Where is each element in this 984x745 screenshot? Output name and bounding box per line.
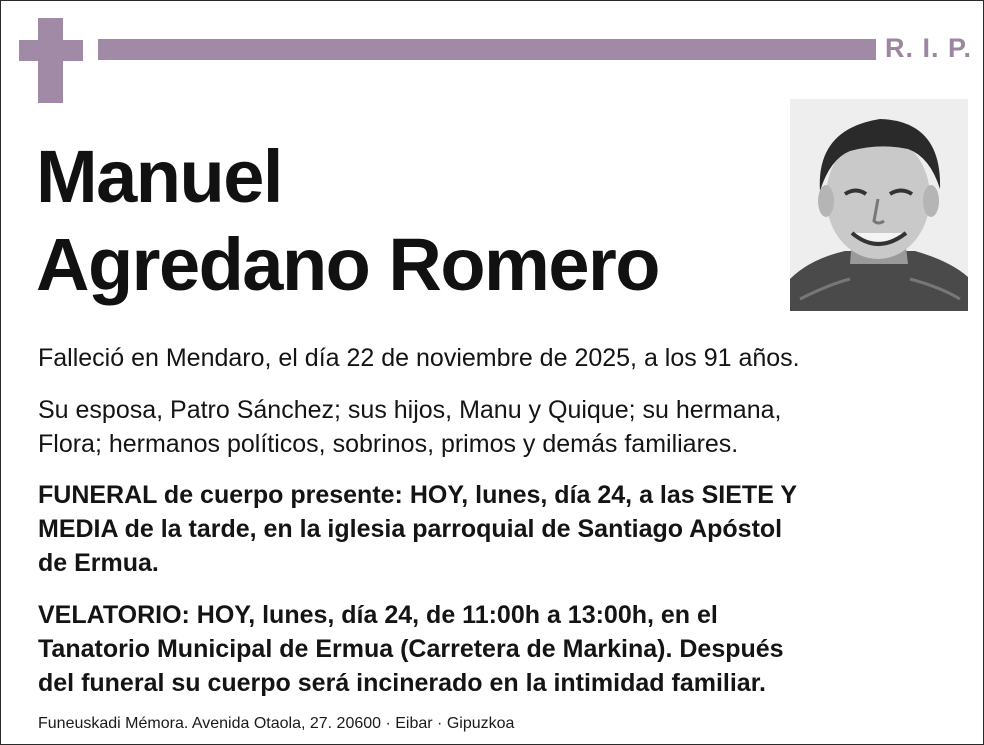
rip-label: R. I. P. bbox=[885, 33, 973, 63]
funeral-paragraph bbox=[38, 478, 953, 580]
wake-line: del funeral su cuerpo será incinerado en la intimidad familiar. bbox=[38, 669, 766, 697]
family-line: Su esposa, Patro Sánchez; sus hijos, Manu y Quique; su hermana, bbox=[38, 396, 782, 424]
family-line: Flora; hermanos políticos, sobrinos, primos y demás familiares. bbox=[38, 430, 739, 458]
funeral-line: FUNERAL de cuerpo presente: HOY, lunes, día 24, a las SIETE Y bbox=[38, 481, 798, 509]
wake-line: Tanatorio Municipal de Ermua (Carretera de Markina). Después bbox=[38, 635, 784, 663]
first-name: Manuel bbox=[36, 135, 282, 218]
funeral-line: MEDIA de la tarde, en la iglesia parroquial de Santiago Apóstol bbox=[38, 515, 783, 543]
portrait-photo bbox=[790, 99, 968, 311]
funeral-line: de Ermua. bbox=[38, 549, 159, 577]
surnames: Agredano Romero bbox=[36, 223, 660, 306]
deceased-name bbox=[36, 133, 659, 309]
header-divider-bar bbox=[98, 39, 876, 60]
wake-paragraph bbox=[38, 598, 953, 700]
death-notice: Falleció en Mendaro, el día 22 de noviembre de 2025, a los 91 años. bbox=[38, 344, 800, 372]
family-paragraph bbox=[38, 393, 953, 461]
wake-line: VELATORIO: HOY, lunes, día 24, de 11:00h a 13:00h, en el bbox=[38, 601, 718, 629]
funeral-home-footer: Funeuskadi Mémora. Avenida Otaola, 27. 20600 · Eibar · Gipuzkoa bbox=[38, 715, 515, 732]
